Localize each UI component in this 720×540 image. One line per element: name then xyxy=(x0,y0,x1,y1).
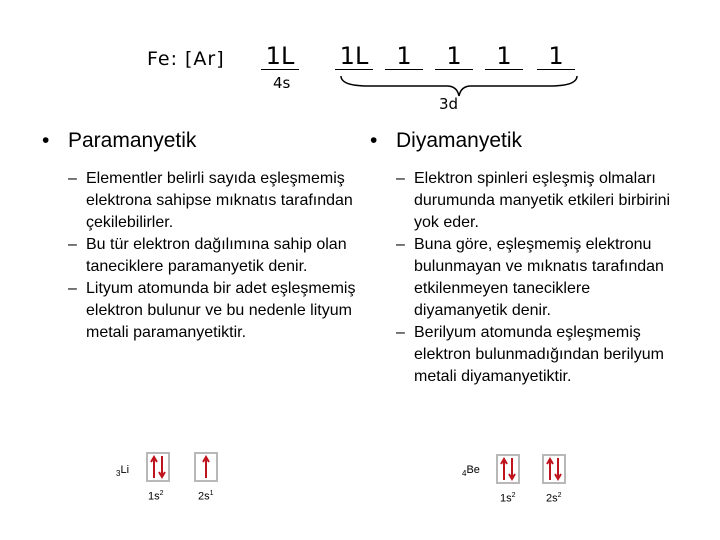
orbital-name: 2s xyxy=(198,490,210,503)
config-prefix: Fe: [Ar] xyxy=(147,48,225,70)
orbital-3d-1 xyxy=(335,42,373,70)
orbital-glyph: 1 xyxy=(396,42,412,70)
spin-up-arrow-icon xyxy=(196,454,216,480)
item-text: Elektron spinleri eşleşmiş olmaları durumunda manyetik etkileri birbirini yok eder. xyxy=(414,170,671,231)
orbital-glyph: 1 xyxy=(496,42,512,70)
orbital-box-1s xyxy=(146,452,170,482)
dash: – xyxy=(68,280,77,297)
section-heading xyxy=(42,126,362,156)
orbital-3d-2 xyxy=(385,42,423,70)
dash: – xyxy=(396,324,405,341)
lithium-orbital-diagram xyxy=(116,452,236,508)
orbital-line xyxy=(261,69,299,70)
orbital-line xyxy=(335,69,373,70)
electron-configuration xyxy=(143,38,583,118)
dash: – xyxy=(396,236,405,253)
orbital-box-1s xyxy=(496,454,520,484)
list-item xyxy=(42,168,362,234)
orbital-electrons: 2 xyxy=(511,492,516,499)
orbital-name: 1s xyxy=(500,492,512,505)
mass-number: 4 xyxy=(462,469,467,479)
orbital-box-2s xyxy=(194,452,218,482)
element-label xyxy=(116,464,129,478)
dash: – xyxy=(68,170,77,187)
sub-list xyxy=(42,168,362,344)
orbital-3d-5 xyxy=(537,42,575,70)
orbital-glyph: 1 xyxy=(446,42,462,70)
heading-text: Diyamanyetik xyxy=(396,129,523,152)
element-label xyxy=(462,464,480,478)
item-text: Berilyum atomunda eşleşmemiş elektron bulunmadığından berilyum metali diyamanyetiktir. xyxy=(414,324,664,385)
label-4s: 4s xyxy=(273,74,291,92)
item-text: Lityum atomunda bir adet eşleşmemiş elektron bulunur ve bu nedenle lityum metali paramanyetiktir. xyxy=(86,280,356,341)
heading-text: Paramanyetik xyxy=(68,129,197,152)
orbital-glyph: 1 xyxy=(548,42,564,70)
dash: – xyxy=(396,170,405,187)
orbital-name: 1s xyxy=(148,490,160,503)
section-heading xyxy=(370,126,680,156)
orbital-label-2s xyxy=(546,492,562,505)
orbital-box-2s xyxy=(542,454,566,484)
paired-spin-arrows-icon xyxy=(498,456,518,482)
orbital-line xyxy=(435,69,473,70)
list-item xyxy=(370,234,680,322)
orbital-electrons: 1 xyxy=(209,490,214,497)
orbital-4s xyxy=(261,42,299,70)
element-symbol: Be xyxy=(466,464,480,476)
item-text: Elementler belirli sayıda eşleşmemiş elektrona sahipse mıknatıs tarafından çekilebilirler. xyxy=(86,170,353,231)
orbital-electrons: 2 xyxy=(159,490,164,497)
element-symbol: Li xyxy=(120,464,130,476)
paramanyetik-section xyxy=(42,126,362,344)
orbital-glyph: 1L xyxy=(265,42,295,70)
dash: – xyxy=(68,236,77,253)
orbital-line xyxy=(537,69,575,70)
list-item xyxy=(370,168,680,234)
mass-number: 3 xyxy=(116,469,121,479)
list-item xyxy=(42,278,362,344)
list-item xyxy=(370,322,680,388)
orbital-line xyxy=(485,69,523,70)
orbital-label-1s xyxy=(148,490,164,503)
orbital-label-1s xyxy=(500,492,516,505)
diyamanyetik-section xyxy=(370,126,680,388)
curly-brace-icon xyxy=(339,74,579,98)
orbital-line xyxy=(385,69,423,70)
sub-list xyxy=(370,168,680,388)
paired-spin-arrows-icon xyxy=(544,456,564,482)
beryllium-orbital-diagram xyxy=(462,452,592,510)
orbital-3d-4 xyxy=(485,42,523,70)
orbital-glyph: 1L xyxy=(339,42,369,70)
list-item xyxy=(42,234,362,278)
item-text: Buna göre, eşleşmemiş elektronu bulunmayan ve mıknatıs tarafından etkilenmeyen taneciklere diyamanyetik denir. xyxy=(414,236,664,319)
label-3d: 3d xyxy=(439,95,459,113)
bullet: • xyxy=(370,129,378,152)
orbital-3d-3 xyxy=(435,42,473,70)
item-text: Bu tür elektron dağılımına sahip olan taneciklere paramanyetik denir. xyxy=(86,236,347,275)
orbital-electrons: 2 xyxy=(557,492,562,499)
orbital-name: 2s xyxy=(546,492,558,505)
bullet: • xyxy=(42,129,50,152)
orbital-label-2s xyxy=(198,490,214,503)
paired-spin-arrows-icon xyxy=(148,454,168,480)
